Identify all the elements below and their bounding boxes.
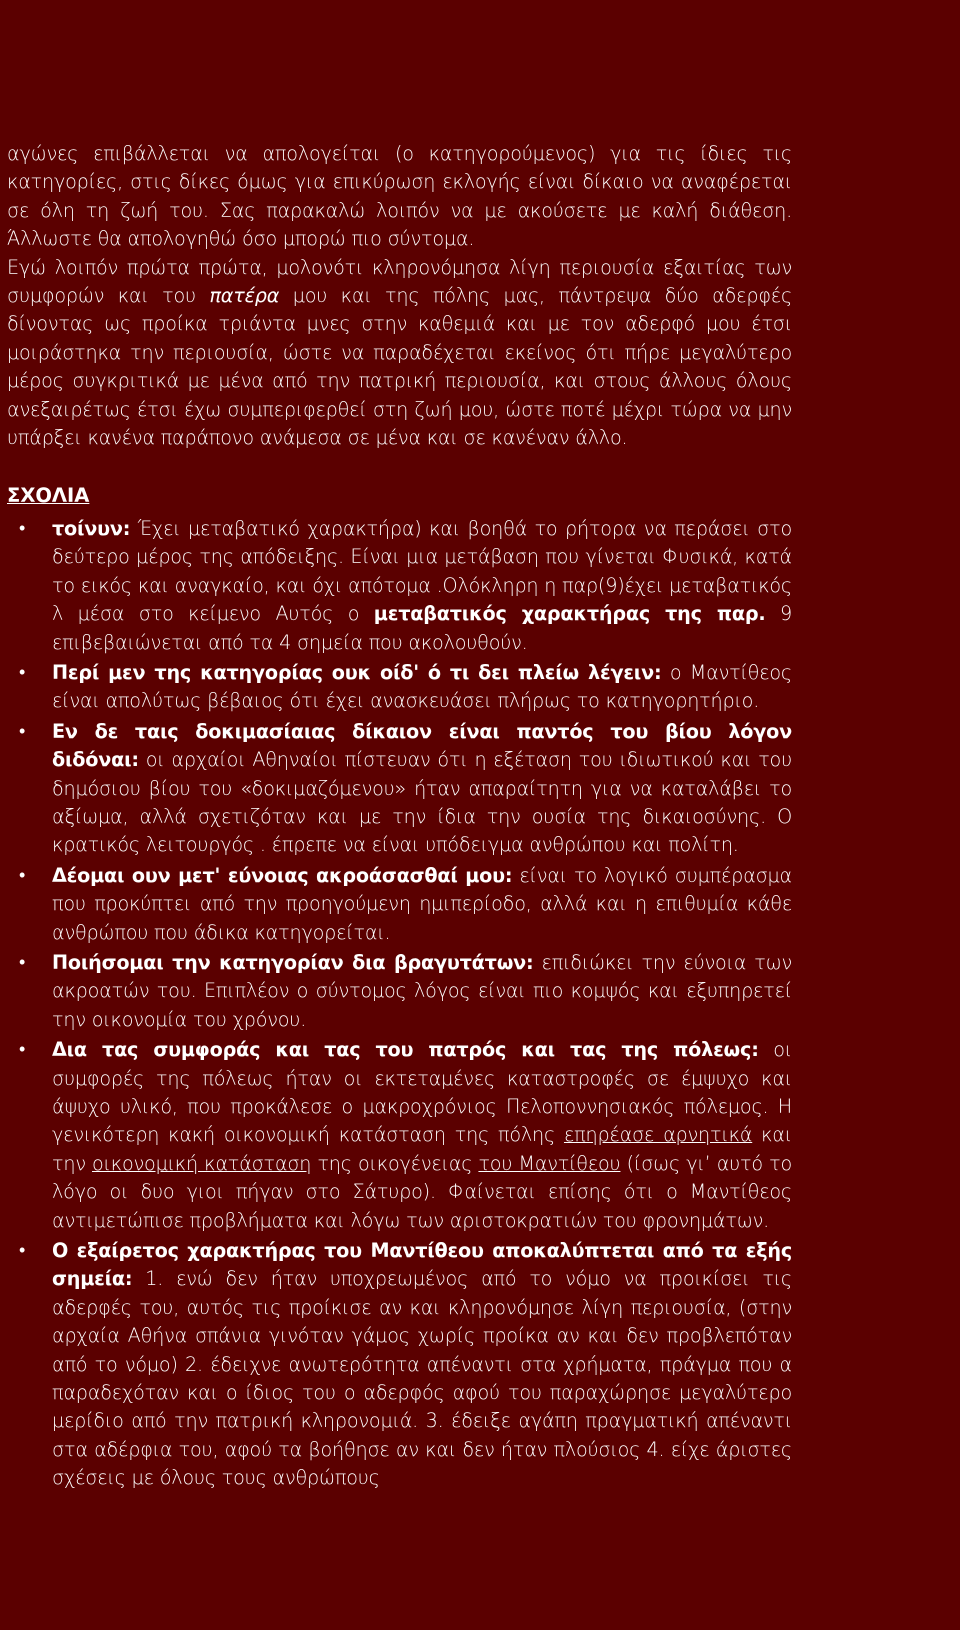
- note-text: Έχει μεταβατικό χαρακτήρα) και βοηθά το ρήτορα να περάσει στο δεύτερο μέρος της απόδειξης. Είναι μια μετάβαση που γίνεται Φυσικά, κατά το εικός και αναγκαίο, και όχι απότομα .Ολόκληρη η παρ(9)έχει μεταβατικός λ μέσα στο κείμενο Αυτός ο: [52, 516, 792, 626]
- paragraph-main-text-a: Εγώ λοιπόν πρώτα πρώτα, μολονότι κληρονόμησα λίγη περιουσία εξαιτίας των συμφορών και του: [7, 255, 792, 308]
- bullet-icon: •: [19, 661, 26, 683]
- list-item: [7, 1237, 792, 1493]
- note-term: Περί μεν της κατηγορίας ουκ οίδ' ό τι δει πλείω λέγειν:: [52, 660, 662, 684]
- note-term: Δια τας συμφοράς και τας του πατρός και τας της πόλεως:: [52, 1038, 759, 1062]
- notes-heading: ΣΧΟΛΙΑ: [7, 484, 90, 508]
- list-item: [7, 718, 792, 860]
- list-item: [7, 515, 792, 657]
- bullet-icon: •: [19, 1240, 26, 1262]
- note-text: 9 επιβεβαιώνεται από τα 4 σημεία που ακολουθούν.: [52, 602, 792, 654]
- notes-list: [7, 515, 792, 1493]
- bullet-icon: •: [19, 1039, 26, 1061]
- bullet-icon: •: [19, 517, 26, 539]
- bullet-icon: •: [19, 864, 26, 886]
- paragraph-main-emphasis: πατέρα: [209, 284, 280, 308]
- note-text: είναι το λογικό συμπέρασμα που προκύπτει από την προηγούμενη ημιπερίοδο, αλλά και η επιθυμία κάθε ανθρώπου που άδικα κατηγορείται.: [52, 863, 792, 944]
- paragraph-main: [7, 254, 792, 453]
- note-term: Ο εξαίρετος χαρακτήρας του Μαντίθεου αποκαλύπτεται από τα εξής σημεία:: [52, 1239, 792, 1291]
- note-text: και την: [52, 1123, 792, 1175]
- list-item: [7, 1036, 792, 1235]
- underlined-phrase: του Μαντίθεου: [478, 1151, 621, 1175]
- note-bold-phrase: μεταβατικός χαρακτήρας της παρ.: [373, 602, 766, 626]
- note-term: τοίνυν:: [52, 516, 131, 540]
- bullet-icon: •: [19, 720, 26, 742]
- list-item: [7, 949, 792, 1034]
- list-item: [7, 862, 792, 947]
- note-text: ο Μαντίθεος είναι απολύτως βέβαιος ότι έχει ανασκευάσει πλήρως το κατηγορητήριο.: [52, 660, 792, 713]
- note-term: Δέομαι ουν μετ' εύνοιας ακροάσασθαί μου:: [52, 863, 513, 887]
- note-term: Εν δε ταις δοκιμασίαιας δίκαιον είναι παντός του βίου λόγον διδόναι:: [52, 719, 792, 772]
- note-text: οι αρχαίοι Αθηναίοι πίστευαν ότι η εξέταση του ιδιωτικού και του δημόσιου βίου του «δοκιμαζόμενου» ήταν απαραίτητη για να καταλάβει το αξίωμα, αλλά σχετιζόταν και με την ίδια την ουσία της δικαιοσύνης. Ο κρατικός λειτουργός . έπρεπε να είναι υπόδειγμα ανθρώπου και πολίτη.: [52, 748, 792, 857]
- document-page: [7, 140, 792, 1495]
- note-text: της οικογένειας: [311, 1151, 479, 1175]
- note-term: Ποιήσομαι την κατηγορίαν δια βραγυτάτων:: [52, 950, 534, 974]
- underlined-phrase: επηρέασε αρνητικά: [563, 1123, 753, 1147]
- bullet-icon: •: [19, 951, 26, 973]
- paragraph-main-text-b: μου και της πόλης μας, πάντρεψα δύο αδερφές δίνοντας ως προίκα τριάντα μνες στην καθεμιά και με τον αδερφό μου έτσι μοιράστηκα την περιουσία, ώστε να παραδέχεται εκείνος ότι πήρε μεγαλύτερο μέρος συγκριτικά με μένα από την πατρική περιουσία, και στους άλλους όλους ανεξαιρέτως έτσι έχω συμπεριφερθεί στη ζωή μου, ώστε ποτέ μέχρι τώρα να μην υπάρξει κανένα παράπονο ανάμεσα σε μένα και σε κανέναν άλλο.: [7, 284, 793, 450]
- note-text: (ίσως γι’ αυτό το λόγο οι δυο γιοι πήγαν στο Σάτυρο). Φαίνεται επίσης ότι ο Μαντίθεος αντιμετώπισε προβλήματα και λόγω των αριστοκρατιών του φρονημάτων.: [52, 1151, 792, 1232]
- note-text: 1. ενώ δεν ήταν υποχρεωμένος από το νόμο να προικίσει τις αδερφές του, αυτός τις προίκισε αν και κληρονόμησε λίγη περιουσία, (στην αρχαία Αθήνα σπάνια γινόταν γάμος χωρίς προίκα αν και δεν προβλεπόταν από το νόμο) 2. έδειχνε ανωτερότητα απέναντι στα χρήματα, πράγμα που α παραδεχόταν και ο ίδιος του ο αδερφός αφού του παραχώρησε μεγαλύτερο μερίδιο από την πατρική κληρονομιά. 3. έδειξε αγάπη πραγματική απέναντι στα αδέρφια του, αφού τα βοήθησε αν και δεν ήταν πλούσιος 4. είχε άριστες σχέσεις με όλους τους ανθρώπους: [52, 1267, 792, 1490]
- paragraph-intro: αγώνες επιβάλλεται να απολογείται (ο κατηγορούμενος) για τις ίδιες τις κατηγορίες, στις δίκες όμως για επικύρωση εκλογής είναι δίκαιο να αναφέρεται σε όλη τη ζωή του. Σας παρακαλώ λοιπόν να με ακούσετε με καλή διάθεση. Άλλωστε θα απολογηθώ όσο μπορώ πιο σύντομα.: [7, 142, 792, 251]
- note-text: οι συμφορές της πόλεως ήταν οι εκτεταμένες καταστροφές σε έμψυχο και άψυχο υλικό, που προκάλεσε ο μακροχρόνιος Πελοποννησιακός πόλεμος. Η γενικότερη κακή οικονομική κατάσταση της πόλης: [52, 1038, 792, 1147]
- underlined-phrase: οικονομική κατάσταση: [92, 1151, 312, 1175]
- note-text: επιδιώκει την εύνοια των ακροατών του. Επιπλέον ο σύντομος λόγος είναι πιο κομψός και εξυπηρετεί την οικονομία του χρόνου.: [52, 950, 792, 1031]
- list-item: [7, 659, 792, 716]
